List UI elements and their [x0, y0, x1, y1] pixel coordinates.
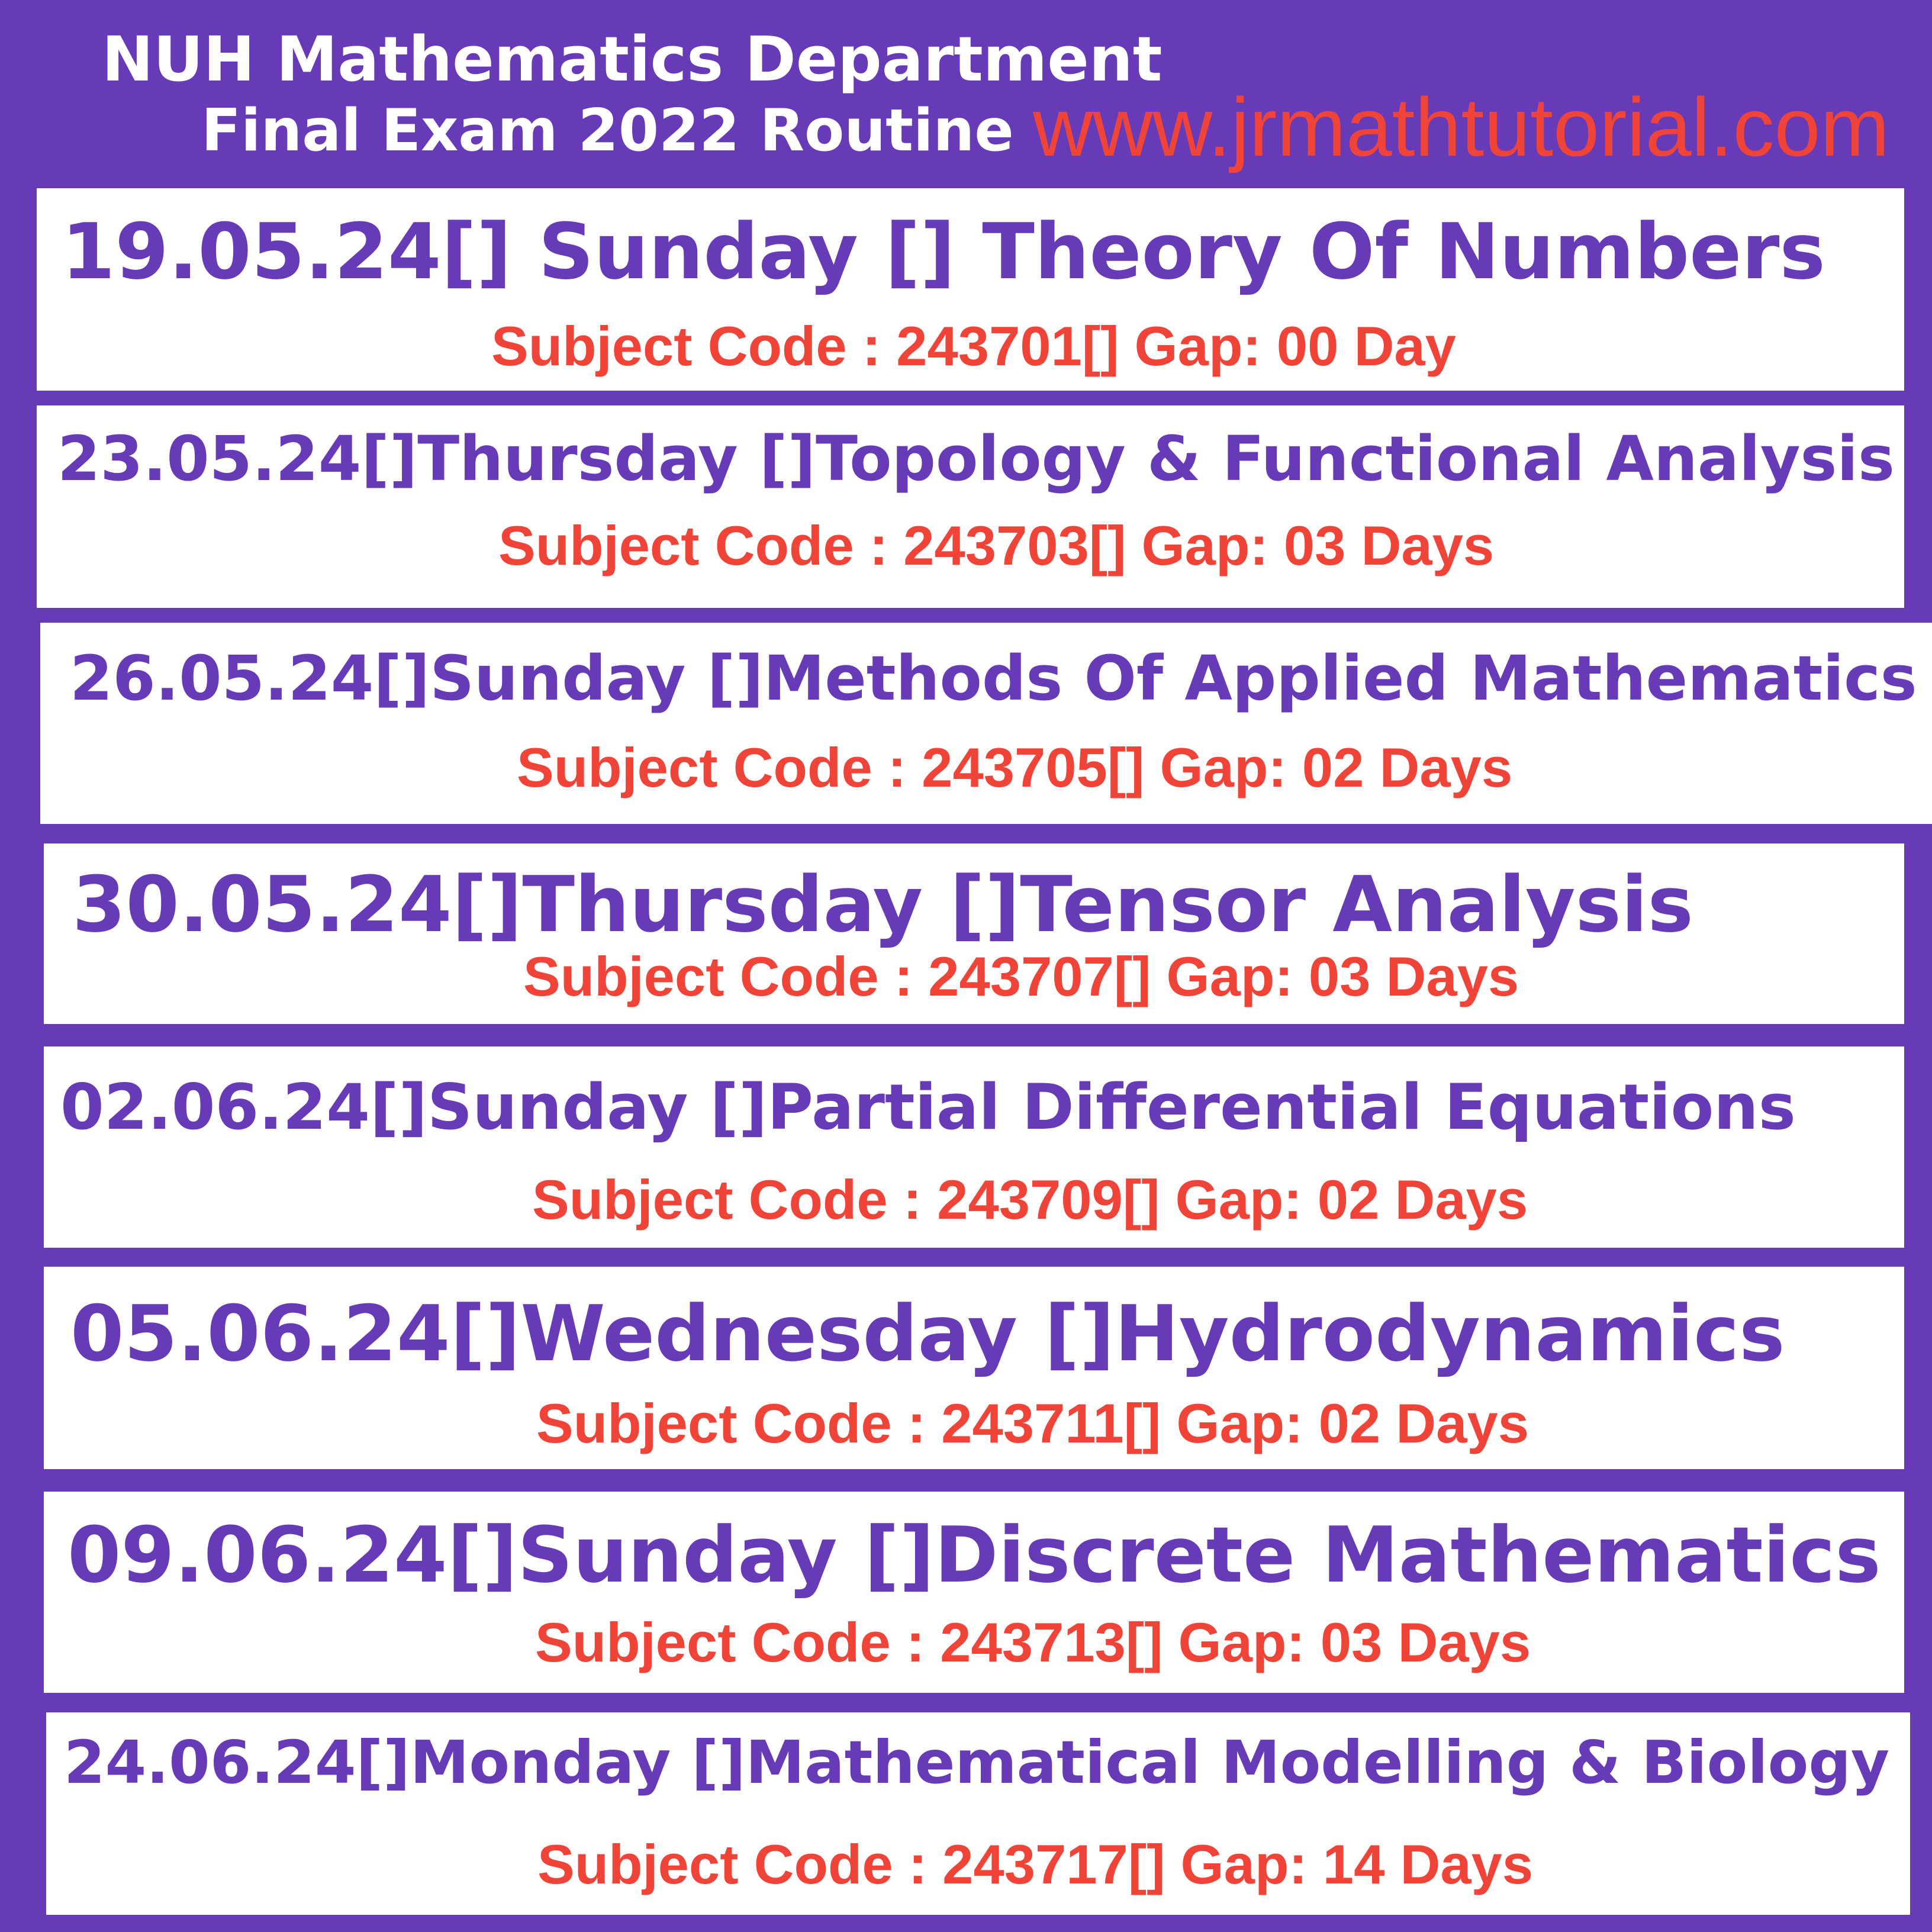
exam-subject-code: Subject Code : 243717[] Gap: 14 Days: [537, 1833, 1534, 1895]
exam-title: 30.05.24[]Thursday []Tensor Analysis: [72, 859, 1693, 949]
exam-card: [37, 405, 1904, 608]
exam-title: 26.05.24[]Sunday []Methods Of Applied Mathematics: [70, 642, 1917, 714]
exam-card: [44, 1492, 1904, 1693]
exam-title: 23.05.24[]Thursday []Topology & Functional Analysis: [57, 423, 1895, 495]
exam-subject-code: Subject Code : 243703[] Gap: 03 Days: [498, 514, 1495, 577]
title-line-2: Final Exam 2022 Routine: [201, 97, 1014, 165]
exam-title: 24.06.24[]Monday []Mathematical Modelling & Biology: [64, 1728, 1890, 1797]
exam-card: [46, 1712, 1910, 1915]
exam-subject-code: Subject Code : 243701[] Gap: 00 Day: [491, 315, 1456, 377]
exam-card: [44, 1267, 1904, 1469]
exam-subject-code: Subject Code : 243711[] Gap: 02 Days: [536, 1392, 1529, 1454]
exam-card: [40, 623, 1932, 824]
exam-title: 19.05.24[] Sunday [] Theory Of Numbers: [62, 207, 1825, 297]
exam-title: 02.06.24[]Sunday []Partial Differential Equations: [60, 1071, 1796, 1144]
exam-subject-code: Subject Code : 243713[] Gap: 03 Days: [535, 1611, 1531, 1673]
exam-title: 09.06.24[]Sunday []Discrete Mathematics: [67, 1510, 1881, 1600]
exam-subject-code: Subject Code : 243705[] Gap: 02 Days: [517, 736, 1513, 798]
exam-card: [37, 188, 1904, 391]
exam-subject-code: Subject Code : 243709[] Gap: 02 Days: [532, 1168, 1528, 1231]
title-line-1: NUH Mathematics Department: [102, 23, 1163, 95]
exam-card: [44, 1046, 1904, 1248]
exam-subject-code: Subject Code : 243707[] Gap: 03 Days: [523, 945, 1519, 1007]
exam-card: [44, 843, 1904, 1024]
website-url: www.jrmathtutorial.com: [1033, 80, 1890, 173]
exam-title: 05.06.24[]Wednesday []Hydrodynamics: [70, 1289, 1785, 1379]
